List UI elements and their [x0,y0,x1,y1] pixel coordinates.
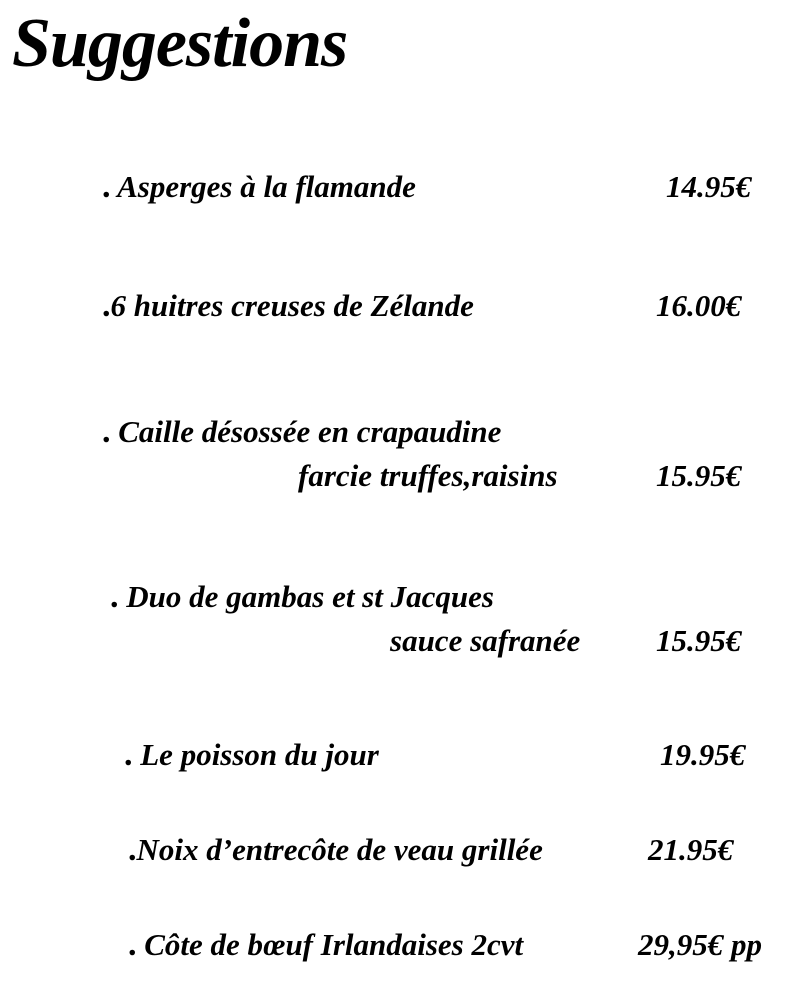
dish-name: Asperges à la flamande [117,169,416,204]
bullet: . [102,168,111,205]
dish-name: Noix d’entrecôte de veau grillée [136,832,543,867]
menu-item-6-price: 21.95€ [648,832,734,867]
dish-name: Côte de bœuf Irlandaises 2cvt [144,927,524,962]
dish-name: 6 huitres creuses de Zélande [110,288,474,323]
menu-item-4-detail: sauce safranée [390,623,581,658]
menu-title: Suggestions [12,5,348,82]
menu-item-2-price: 16.00€ [656,288,742,323]
menu-item-7-price: 29,95€ pp [638,927,762,962]
menu-item-7-name [128,925,523,965]
bullet: . [128,831,137,868]
bullet: . [128,926,137,963]
menu-item-5-price: 19.95€ [660,737,746,772]
dish-name: Duo de gambas et st Jacques [126,579,494,614]
menu-item-5-name [124,735,379,775]
bullet: . [102,287,111,324]
bullet: . [110,578,119,615]
dish-name: Caille désossée en crapaudine [118,414,502,449]
menu-item-3-price: 15.95€ [656,458,742,493]
menu-item-4-price: 15.95€ [656,623,742,658]
menu-item-6-name [128,830,543,870]
menu-item-3-name [102,412,501,452]
menu-item-2-name [102,286,474,326]
bullet: . [124,736,133,773]
bullet: . [102,413,111,450]
dish-name: Le poisson du jour [140,737,379,772]
menu-item-3-detail: farcie truffes,raisins [298,458,558,493]
menu-item-1-name [102,167,416,207]
menu-item-4-name [110,577,494,617]
menu-item-1-price: 14.95€ [666,169,752,204]
